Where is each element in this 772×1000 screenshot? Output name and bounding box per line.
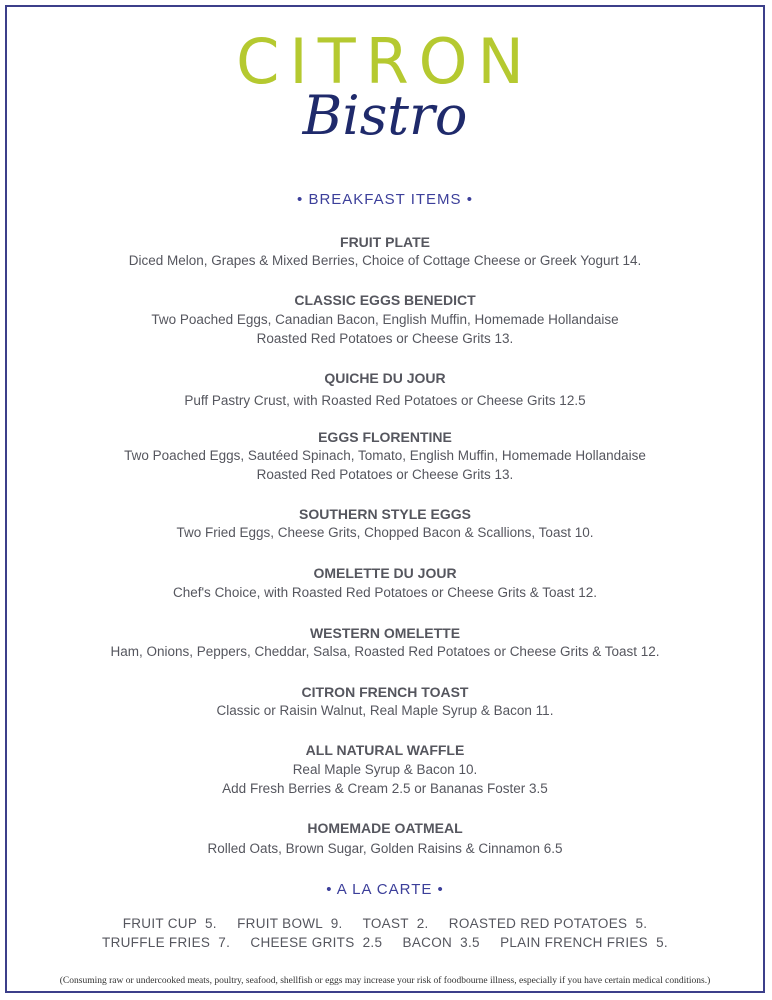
alacarte-line: TRUFFLE FRIES 7. CHEESE GRITS 2.5 BACON 3.5 PLAIN FRENCH FRIES 5. <box>102 935 668 950</box>
menu-item-name: FRUIT PLATE <box>340 234 430 250</box>
menu-item-name: SOUTHERN STYLE EGGS <box>299 506 471 522</box>
menu-item-description: Diced Melon, Grapes & Mixed Berries, Choice of Cottage Cheese or Greek Yogurt 14. <box>128 253 642 268</box>
menu-item-description: Puff Pastry Crust, with Roasted Red Potatoes or Cheese Grits 12.5 <box>184 393 586 408</box>
menu-item-description: Two Poached Eggs, Sautéed Spinach, Tomato, English Muffin, Homemade Hollandaise <box>124 448 646 463</box>
menu-item-name: EGGS FLORENTINE <box>318 429 452 445</box>
menu-item-description: Roasted Red Potatoes or Cheese Grits 13. <box>256 467 514 482</box>
alacarte-heading: • A LA CARTE • <box>326 881 444 898</box>
menu-item-description: Real Maple Syrup & Bacon 10. <box>292 762 478 777</box>
restaurant-subtitle: Bistro <box>302 84 468 147</box>
menu-item-description: Classic or Raisin Walnut, Real Maple Syrup & Bacon 11. <box>216 703 554 718</box>
menu-item-name: ALL NATURAL WAFFLE <box>305 742 465 758</box>
restaurant-name: CITRON <box>236 25 534 98</box>
menu-item-name: WESTERN OMELETTE <box>309 625 461 641</box>
menu-item-name: HOMEMADE OATMEAL <box>307 820 463 836</box>
menu-item-description: Add Fresh Berries & Cream 2.5 or Bananas Foster 3.5 <box>222 781 548 796</box>
menu-item-description: Chef's Choice, with Roasted Red Potatoes or Cheese Grits & Toast 12. <box>172 585 598 600</box>
menu-item-description: Two Fried Eggs, Cheese Grits, Chopped Bacon & Scallions, Toast 10. <box>176 525 594 540</box>
menu-item-description: Two Poached Eggs, Canadian Bacon, English Muffin, Homemade Hollandaise <box>151 312 619 327</box>
alacarte-line: FRUIT CUP 5. FRUIT BOWL 9. TOAST 2. ROASTED RED POTATOES 5. <box>122 916 648 931</box>
menu-item-name: CLASSIC EGGS BENEDICT <box>294 292 476 308</box>
menu-page <box>5 5 765 993</box>
breakfast-heading: • BREAKFAST ITEMS • <box>297 191 473 208</box>
health-disclaimer: (Consuming raw or undercooked meats, poultry, seafood, shellfish or eggs may increase your risk of foodbourne illness, especially if you have certain medical conditions.) <box>59 976 711 986</box>
menu-item-description: Rolled Oats, Brown Sugar, Golden Raisins & Cinnamon 6.5 <box>207 841 563 856</box>
menu-item-name: CITRON FRENCH TOAST <box>301 684 469 700</box>
menu-item-name: QUICHE DU JOUR <box>324 370 446 386</box>
menu-item-name: OMELETTE DU JOUR <box>313 565 457 581</box>
menu-item-description: Ham, Onions, Peppers, Cheddar, Salsa, Roasted Red Potatoes or Cheese Grits & Toast 12. <box>110 644 660 659</box>
menu-item-description: Roasted Red Potatoes or Cheese Grits 13. <box>256 331 514 346</box>
